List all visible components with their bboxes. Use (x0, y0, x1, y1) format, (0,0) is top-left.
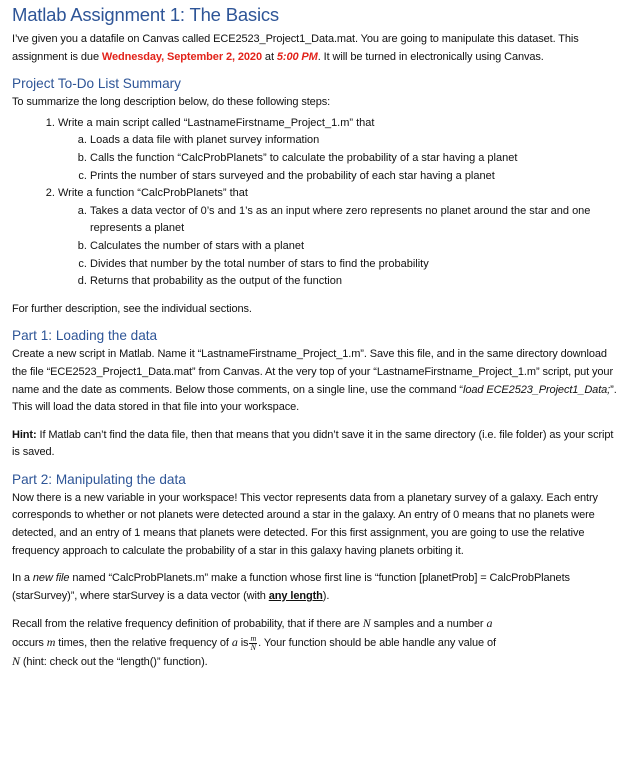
step-text: Write a function “CalcProbPlanets” that (58, 187, 248, 200)
part2-text: In a (12, 572, 33, 585)
math-N: N (12, 653, 20, 668)
new-file-emphasis: new file (32, 572, 70, 585)
intro-paragraph (12, 31, 624, 66)
any-length-emphasis: any length (268, 589, 323, 602)
fraction-numerator: m (250, 633, 257, 643)
summary-list (12, 115, 624, 291)
part2-text: . Your function should be able handle any value of (258, 637, 496, 650)
load-command: load ECE2523_Project1_Data; (463, 383, 611, 396)
relative-frequency-paragraph (12, 615, 624, 671)
page-title: Matlab Assignment 1: The Basics (12, 4, 279, 25)
hint-paragraph (12, 427, 624, 462)
step-text: Write a main script called “LastnameFirstname_Project_1.m” that (58, 116, 375, 129)
math-a: a (486, 616, 493, 631)
part2-text: is (237, 637, 249, 650)
substep: d. Returns that probability as the output of the function (90, 273, 624, 291)
part2-function-paragraph (12, 570, 624, 605)
substep: b. Calls the function “CalcProbPlanets” to calculate the probability of a star having a planet (90, 150, 624, 168)
document-page (12, 4, 624, 671)
part1-text: ”. This will load the data stored in that file into your workspace. (12, 383, 617, 414)
intro-text: I’ve given you a datafile on Canvas called ECE2523_Project1_Data.mat. You are going to manipulate this dataset. This assignment is due (12, 33, 579, 63)
summary-heading: Project To-Do List Summary (12, 76, 181, 92)
substep: c. Prints the number of stars surveyed and the probability of each star having a planet (90, 168, 624, 186)
summary-step (58, 185, 624, 291)
substep: a. Takes a data vector of 0’s and 1’s as an input where zero represents no planet around the star and one represents a planet (90, 203, 624, 238)
fraction-m-over-N (249, 635, 257, 652)
part2-text: samples and a number (370, 618, 487, 631)
part2-heading: Part 2: Manipulating the data (12, 471, 186, 487)
summary-lead: To summarize the long description below, do these following steps: (12, 96, 331, 109)
part1-heading: Part 1: Loading the data (12, 328, 158, 344)
substep-list (58, 132, 624, 185)
part2-text: (hint: check out the “length()” function). (19, 655, 208, 668)
part2-text: named “CalcProbPlanets.m” make a function whose first line is “function [planetProb] = CalcProbPlanets (starSurvey)”, where starSurvey is a data vector (with (12, 572, 570, 602)
summary-step (58, 115, 624, 185)
fraction-denominator: N (250, 642, 256, 652)
intro-text: . It will be turned in electronically using Canvas. (317, 50, 544, 63)
math-a: a (231, 635, 238, 650)
substep-list (58, 203, 624, 291)
part2-text: occurs (12, 637, 47, 650)
hint-text: If Matlab can’t find the data file, then that means that you didn’t save it in the same directory (i.e. file folder) as your script is saved. (12, 428, 614, 459)
substep: c. Divides that number by the total number of stars to find the probability (90, 256, 624, 274)
part2-text: ). (322, 589, 330, 602)
part2-text: Recall from the relative frequency definition of probability, that if there are (12, 618, 363, 631)
math-m: m (46, 635, 56, 650)
intro-text: at (261, 50, 277, 63)
part1-paragraph (12, 346, 624, 416)
part1-text: Create a new script in Matlab. Name it “LastnameFirstname_Project_1.m”. Save this file, and in the same directory download the file “ECE2523_Project1_Data.mat” from Canvas. At the very top of your “LastnameFirstname_Project_1.m” script, put your name and the date as comments. Below those comments, on a single line, use the command “ (12, 348, 614, 396)
math-N: N (362, 616, 371, 631)
hint-label: Hint: (12, 428, 37, 441)
substep: a. Loads a data file with planet survey information (90, 132, 624, 150)
part2-paragraph: Now there is a new variable in your workspace! This vector represents data from a planetary survey of a galaxy. Each entry corresponds to whether or not planets were detected around a star in the galaxy. An entry of 0 means that no planets were detected, and an entry of 1 means that planets were detected. For this first assignment, you are going to use the relative frequency approach to calculate the probability of a star in this galaxy having planets orbiting it. (12, 491, 598, 557)
due-date: Wednesday, September 2, 2020 (101, 50, 262, 63)
due-time: 5:00 PM (276, 50, 318, 63)
substep: b. Calculates the number of stars with a planet (90, 238, 624, 256)
part2-text: times, then the relative frequency of (55, 637, 232, 650)
further-description: For further description, see the individual sections. (12, 302, 252, 315)
